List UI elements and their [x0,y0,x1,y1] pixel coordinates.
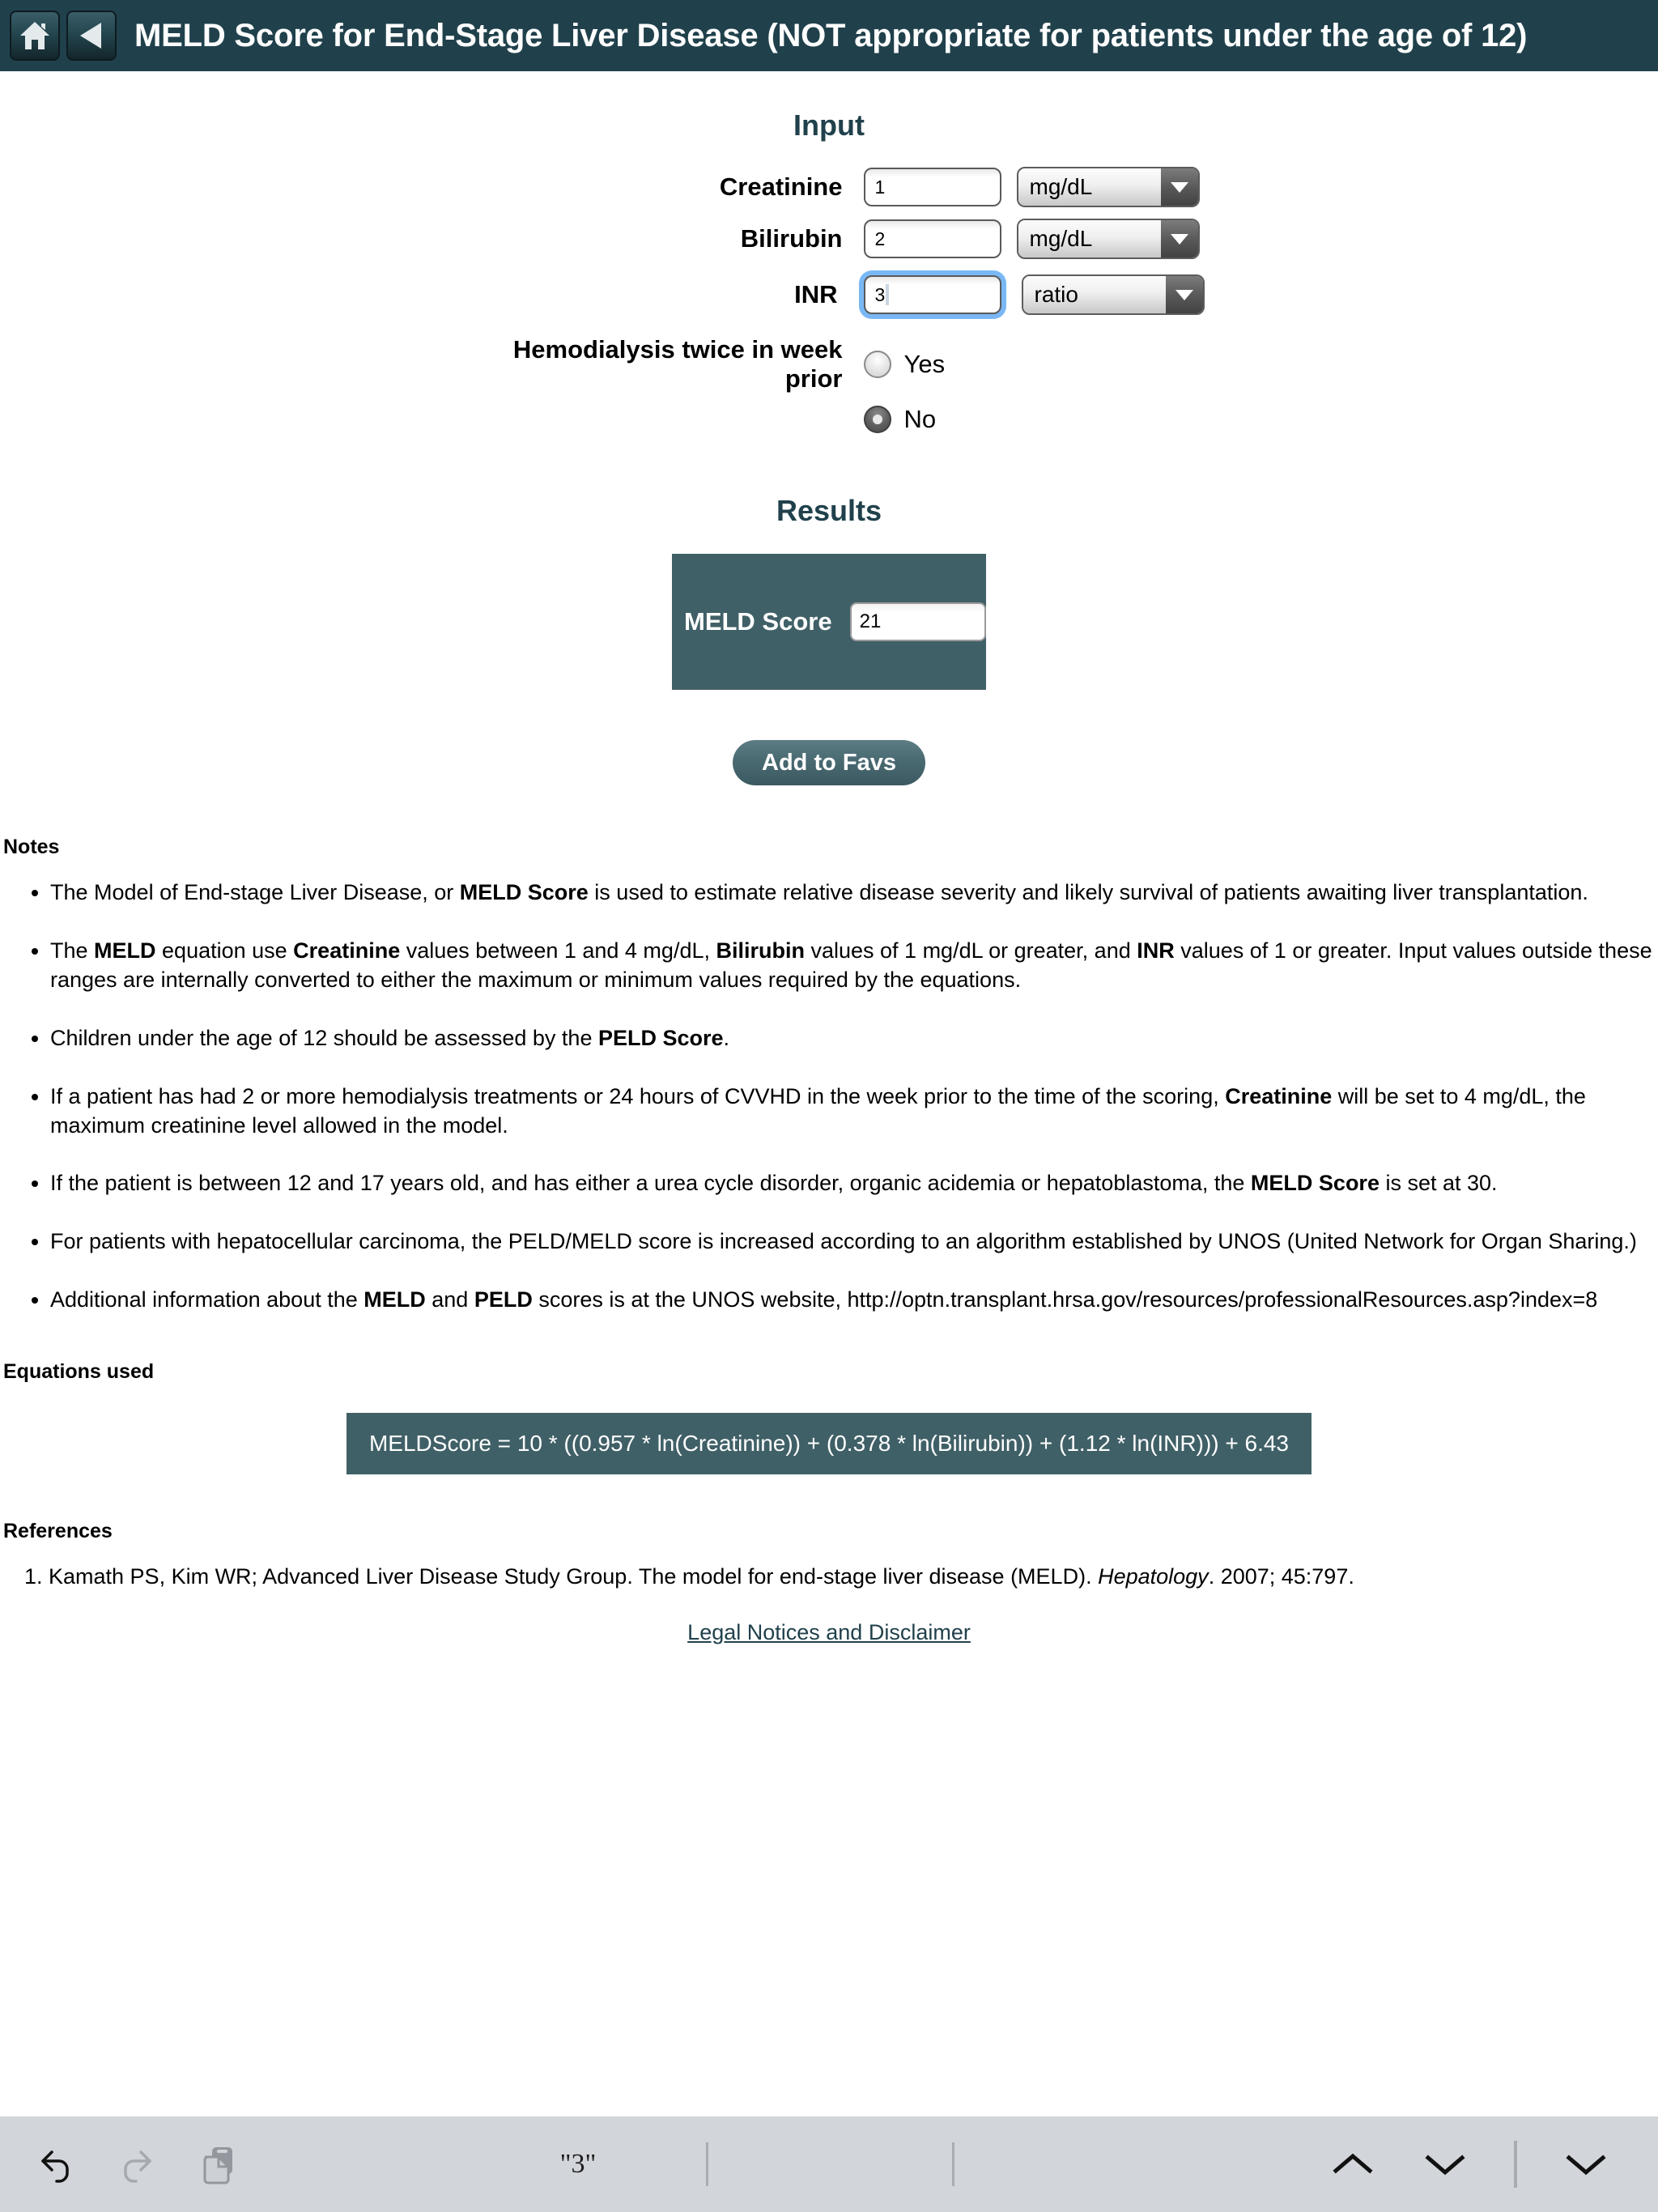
note-item: • If a patient has had 2 or more hemodialysis treatments or 24 hours of CVVHD in the week prior to the time of the scoring, Creatinine will be set to 4 mg/dL, the maximum creatinine level allowed in the model. [50,1083,1658,1141]
creatinine-row [0,167,1658,207]
keyboard-accessory-toolbar [0,2116,1658,2212]
legal-notices-link[interactable]: Legal Notices and Disclaimer [687,1620,971,1645]
hemodialysis-yes-option[interactable] [864,350,1200,379]
toolbar-divider-right [952,2142,954,2186]
references-heading: References [3,1520,113,1543]
bilirubin-unit-value: mg/dL [1018,220,1161,257]
redo-button[interactable] [113,2141,160,2188]
radio-yes-label: Yes [903,350,946,378]
equation-wrap [0,1413,1658,1474]
undo-arrow-icon [36,2144,76,2184]
chevron-up-icon [1331,2150,1375,2178]
note-item: • For patients with hepatocellular carcinoma, the PELD/MELD score is increased according to an algorithm established by UNOS (United Network for Organ Sharing.) [50,1227,1658,1257]
suggestion-text[interactable]: "3" [559,2149,597,2179]
note-item: • Children under the age of 12 should be assessed by the PELD Score. [50,1024,1658,1053]
legal-link-wrap [0,1620,1658,1645]
equation-box: MELDScore = 10 * ((0.957 * ln(Creatinine)) + (0.378 * ln(Bilirubin)) + (1.12 * ln(INR))) + 6.43 [346,1413,1312,1474]
back-triangle-icon [77,20,106,51]
chevron-down-icon [1161,168,1198,206]
results-panel-wrap [0,554,1658,690]
meld-score-label: MELD Score [684,607,832,636]
bilirubin-row [0,219,1658,259]
creatinine-unit-select[interactable] [1017,167,1200,207]
creatinine-input[interactable]: 1 [864,168,1001,206]
bilirubin-label: Bilirubin [740,224,843,253]
notes-list [0,878,1658,1315]
meld-score-value: 21 [850,602,986,641]
undo-button[interactable] [32,2141,79,2188]
input-section-heading: Input [793,108,865,142]
radio-no[interactable] [864,406,891,433]
radio-no-label: No [903,405,937,433]
toolbar-right-group [1329,2141,1658,2188]
toolbar-divider-left [706,2142,708,2186]
notes-heading: Notes [3,836,60,858]
home-button[interactable] [10,11,60,61]
back-button[interactable] [66,11,117,61]
next-field-button[interactable] [1422,2141,1469,2188]
paste-button[interactable] [194,2141,241,2188]
creatinine-label: Creatinine [719,172,843,201]
redo-arrow-icon [117,2144,157,2184]
dismiss-keyboard-button[interactable] [1562,2141,1609,2188]
hemodialysis-no-option[interactable] [864,405,1200,434]
page-content [0,108,1658,1645]
inr-input-value: 3 [874,284,886,305]
inr-focus-ring [859,270,1006,319]
chevron-down-icon [1564,2150,1608,2178]
inr-row [0,270,1658,319]
inr-unit-value: ratio [1023,276,1166,313]
home-icon [19,20,51,51]
results-section-heading: Results [776,494,882,527]
meld-score-panel [672,554,986,690]
references-list [0,1563,1658,1591]
toolbar-left-group [0,2141,241,2188]
hemodialysis-label: Hemodialysis twice in week prior [512,335,843,393]
creatinine-unit-value: mg/dL [1018,168,1161,206]
chevron-down-icon [1161,220,1198,257]
equations-heading: Equations used [3,1360,155,1384]
text-caret [886,284,889,305]
previous-field-button[interactable] [1329,2141,1376,2188]
note-item: • The Model of End-stage Liver Disease, or MELD Score is used to estimate relative disease severity and likely survival of patients awaiting liver transplantation. [50,878,1658,908]
note-item: • Additional information about the MELD and PELD scores is at the UNOS website, http://optn.transplant.hrsa.gov/resources/professionalResources.asp?index=8 [50,1286,1658,1315]
inr-unit-select[interactable] [1022,274,1205,315]
note-item: • If the patient is between 12 and 17 years old, and has either a urea cycle disorder, organic acidemia or hepatoblastoma, the MELD Score is set at 30. [50,1169,1658,1198]
chevron-down-icon [1166,276,1203,313]
add-to-favs-wrap [0,740,1658,785]
page-title: MELD Score for End-Stage Liver Disease (NOT appropriate for patients under the age of 12) [134,17,1528,53]
hemodialysis-no-row [0,405,1658,434]
hemodialysis-yes-row [0,335,1658,393]
app-title-bar [0,0,1658,71]
chevron-down-icon [1423,2150,1467,2178]
add-to-favs-button[interactable]: Add to Favs [733,740,925,785]
note-item: • The MELD equation use Creatinine values between 1 and 4 mg/dL, Bilirubin values of 1 mg/dL or greater, and INR values of 1 or greater. Input values outside these ranges are internally converted to either the maximum or minimum values required by the equations. [50,937,1658,995]
reference-item: 1. Kamath PS, Kim WR; Advanced Liver Disease Study Group. The model for end-stage liver disease (MELD). Hepatology. 2007; 45:797. [49,1563,1658,1591]
radio-yes[interactable] [864,351,891,378]
toolbar-divider-keyboard [1514,2141,1517,2188]
inr-input[interactable] [864,275,1001,314]
bilirubin-unit-select[interactable] [1017,219,1200,259]
bilirubin-input[interactable]: 2 [864,219,1001,258]
paste-clipboard-icon [197,2143,239,2185]
inr-label: INR [794,280,838,308]
input-fields-group [0,167,1658,434]
